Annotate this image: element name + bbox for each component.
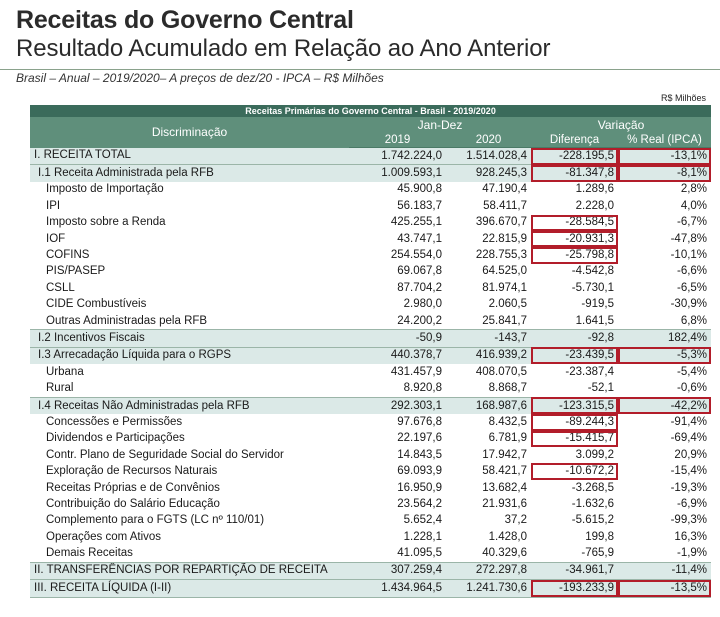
cell-diferenca: -23.439,5	[531, 347, 618, 364]
table-row	[30, 313, 711, 330]
cell-diferenca: -25.798,8	[531, 247, 618, 263]
cell-2020: 2.060,5	[488, 298, 527, 311]
cell-2020: 8.432,5	[488, 415, 527, 428]
cell-diferenca: -765,9	[581, 547, 614, 560]
cell-real: -91,4%	[670, 415, 708, 428]
row-label: Receitas Próprias e de Convênios	[46, 481, 220, 494]
cell-2020: 58.411,7	[483, 199, 527, 212]
table-row	[30, 231, 711, 247]
cell-diferenca: -919,5	[581, 298, 614, 311]
table-row	[30, 198, 711, 214]
row-label: I.3 Arrecadação Líquida para o RGPS	[30, 347, 349, 364]
cell-2020: 1.514.028,4	[446, 148, 531, 165]
table-row	[30, 247, 711, 263]
row-label: IPI	[46, 199, 61, 212]
cell-diferenca: -81.347,8	[531, 165, 618, 182]
cell-2020: 22.815,9	[482, 232, 527, 245]
row-label: Contr. Plano de Seguridade Social do Servidor	[46, 448, 284, 461]
col-2020: 2020	[446, 133, 531, 148]
table-banner: Receitas Primárias do Governo Central - Brasil - 2019/2020	[30, 105, 711, 117]
cell-diferenca: -20.931,3	[531, 231, 618, 247]
cell-2019: 1.228,1	[403, 530, 442, 543]
cell-2020: 928.245,3	[446, 165, 531, 182]
cell-diferenca: 199,8	[585, 530, 614, 543]
table-row	[30, 545, 711, 562]
cell-real: -6,6%	[676, 265, 708, 278]
cell-2020: 408.070,5	[475, 365, 527, 378]
row-label: Outras Administradas pela RFB	[46, 314, 208, 327]
cell-2020: 40.329,6	[482, 547, 527, 560]
page-subtitle: Resultado Acumulado em Relação ao Ano Anterior	[16, 35, 551, 62]
cell-2019: 97.676,8	[397, 415, 442, 428]
cell-real: -6,5%	[676, 281, 708, 294]
cell-diferenca: -228.195,5	[531, 148, 618, 165]
cell-real: -1,9%	[676, 547, 708, 560]
page-title: Receitas do Governo Central	[16, 6, 354, 34]
caption: Brasil – Anual – 2019/2020– A preços de dez/20 - IPCA – R$ Milhões	[16, 71, 384, 85]
col-diferenca: Diferença	[531, 133, 618, 148]
cell-2019: 24.200,2	[397, 314, 442, 327]
row-label: III. RECEITA LÍQUIDA (I-II)	[30, 580, 349, 597]
table-row	[30, 431, 711, 447]
row-label: Demais Receitas	[46, 547, 133, 560]
cell-real: 16,3%	[674, 530, 708, 543]
cell-real: -5,3%	[618, 347, 711, 364]
cell-diferenca: -34.961,7	[531, 562, 618, 579]
row-label: I. RECEITA TOTAL	[30, 148, 349, 165]
cell-diferenca: -10.672,2	[531, 463, 618, 479]
table-row	[30, 496, 711, 512]
cell-2020: 168.987,6	[446, 397, 531, 414]
cell-2019: 16.950,9	[397, 481, 442, 494]
cell-real: 20,9%	[674, 448, 708, 461]
cell-real: -0,6%	[676, 382, 708, 395]
table-row	[30, 280, 711, 296]
table-row	[30, 364, 711, 380]
cell-2019: 425.255,1	[390, 216, 442, 229]
row-label: I.2 Incentivos Fiscais	[30, 330, 349, 347]
table-row	[30, 480, 711, 496]
cell-real: -30,9%	[670, 298, 708, 311]
cell-2019: 69.093,9	[397, 465, 442, 478]
cell-real: -10,1%	[670, 249, 708, 262]
row-label: Concessões e Permissões	[46, 415, 183, 428]
col-period: Jan-Dez	[349, 117, 531, 133]
cell-real: 2,8%	[680, 183, 708, 196]
cell-2020: 1.428,0	[488, 530, 527, 543]
cell-2020: 81.974,1	[482, 281, 527, 294]
col-2019: 2019	[349, 133, 446, 148]
cell-real: -42,2%	[618, 397, 711, 414]
cell-diferenca: 1.289,6	[575, 183, 614, 196]
unit-label: R$ Milhões	[660, 93, 706, 103]
row-label: Imposto sobre a Renda	[46, 216, 166, 229]
table-row	[30, 330, 711, 347]
cell-2020: 396.670,7	[475, 216, 527, 229]
cell-diferenca: 3.099,2	[575, 448, 614, 461]
row-label: II. TRANSFERÊNCIAS POR REPARTIÇÃO DE RECEITA	[30, 562, 349, 579]
cell-2020: 8.868,7	[488, 382, 527, 395]
table-row	[30, 347, 711, 364]
cell-2019: 87.704,2	[397, 281, 442, 294]
table-row	[30, 148, 711, 165]
row-label: I.1 Receita Administrada pela RFB	[30, 165, 349, 182]
cell-real: -69,4%	[670, 432, 708, 445]
revenue-table	[30, 105, 711, 598]
cell-diferenca: -28.584,5	[531, 215, 618, 231]
cell-diferenca: -5.615,2	[571, 514, 614, 527]
cell-2020: 25.841,7	[482, 314, 527, 327]
cell-2020: 13.682,4	[482, 481, 527, 494]
cell-real: -11,4%	[618, 562, 711, 579]
cell-real: -13,1%	[618, 148, 711, 165]
row-label: Contribuição do Salário Educação	[46, 497, 220, 510]
row-label: PIS/PASEP	[46, 265, 106, 278]
cell-2019: 23.564,2	[397, 497, 442, 510]
cell-real: -6,9%	[676, 497, 708, 510]
cell-2019: 307.259,4	[349, 562, 446, 579]
cell-2020: 1.241.730,6	[446, 580, 531, 597]
table-row	[30, 414, 711, 430]
table-row	[30, 562, 711, 579]
cell-2020: 17.942,7	[482, 448, 527, 461]
cell-2019: 292.303,1	[349, 397, 446, 414]
cell-diferenca: -123.315,5	[531, 397, 618, 414]
cell-2020: 58.421,7	[482, 465, 527, 478]
cell-diferenca: -15.415,7	[531, 431, 618, 447]
table-row	[30, 264, 711, 280]
col-real: % Real (IPCA)	[618, 133, 711, 148]
table-row	[30, 513, 711, 529]
cell-2020: 228.755,3	[475, 249, 527, 262]
table-row	[30, 463, 711, 479]
cell-2020: -143,7	[446, 330, 531, 347]
cell-2020: 21.931,6	[482, 497, 527, 510]
row-label: Rural	[46, 382, 74, 395]
cell-real: -47,8%	[670, 232, 708, 245]
cell-diferenca: -92,8	[531, 330, 618, 347]
cell-2020: 47.190,4	[482, 183, 527, 196]
cell-real: -13,5%	[618, 580, 711, 597]
table-row	[30, 182, 711, 198]
cell-2019: 14.843,5	[397, 448, 442, 461]
cell-diferenca: 1.641,5	[575, 314, 614, 327]
cell-real: 6,8%	[680, 314, 708, 327]
cell-diferenca: -89.244,3	[531, 414, 618, 430]
cell-2019: 56.183,7	[397, 199, 442, 212]
cell-2019: 45.900,8	[397, 183, 442, 196]
cell-diferenca: -23.387,4	[565, 365, 614, 378]
cell-real: 4,0%	[680, 199, 708, 212]
cell-2019: 431.457,9	[390, 365, 442, 378]
table-row	[30, 297, 711, 313]
row-label: CSLL	[46, 281, 75, 294]
cell-diferenca: 2.228,0	[575, 199, 614, 212]
cell-diferenca: -52,1	[587, 382, 614, 395]
cell-2020: 64.525,0	[482, 265, 527, 278]
cell-2019: 5.652,4	[403, 514, 442, 527]
table-body	[30, 148, 711, 598]
row-label: IOF	[46, 232, 66, 245]
cell-2019: 254.554,0	[390, 249, 442, 262]
cell-2020: 272.297,8	[446, 562, 531, 579]
table-row	[30, 397, 711, 414]
cell-2019: -50,9	[349, 330, 446, 347]
cell-diferenca: -4.542,8	[571, 265, 614, 278]
cell-2020: 37,2	[504, 514, 527, 527]
cell-2019: 41.095,5	[397, 547, 442, 560]
cell-2019: 1.742.224,0	[349, 148, 446, 165]
divider	[0, 69, 720, 70]
cell-real: -19,3%	[670, 481, 708, 494]
row-label: CIDE Combustíveis	[46, 298, 147, 311]
table-row	[30, 165, 711, 182]
row-label: I.4 Receitas Não Administradas pela RFB	[30, 397, 349, 414]
cell-real: -6,7%	[676, 216, 708, 229]
cell-2019: 69.067,8	[397, 265, 442, 278]
cell-2019: 1.434.964,5	[349, 580, 446, 597]
row-label: Operações com Ativos	[46, 530, 162, 543]
cell-2020: 416.939,2	[446, 347, 531, 364]
cell-2019: 2.980,0	[403, 298, 442, 311]
row-label: COFINS	[46, 249, 90, 262]
table-row	[30, 529, 711, 545]
cell-real: -8,1%	[618, 165, 711, 182]
row-label: Dividendos e Participações	[46, 432, 185, 445]
row-label: Exploração de Recursos Naturais	[46, 465, 218, 478]
cell-real: -15,4%	[670, 465, 708, 478]
table-row	[30, 215, 711, 231]
cell-2019: 43.747,1	[397, 232, 442, 245]
cell-2020: 6.781,9	[488, 432, 527, 445]
cell-diferenca: -5.730,1	[571, 281, 614, 294]
cell-2019: 8.920,8	[403, 382, 442, 395]
cell-2019: 22.197,6	[397, 432, 442, 445]
row-label: Urbana	[46, 365, 84, 378]
cell-diferenca: -1.632,6	[571, 497, 614, 510]
row-label: Imposto de Importação	[46, 183, 164, 196]
cell-2019: 440.378,7	[349, 347, 446, 364]
cell-real: -5,4%	[676, 365, 708, 378]
table-row	[30, 580, 711, 597]
cell-2019: 1.009.593,1	[349, 165, 446, 182]
cell-real: 182,4%	[618, 330, 711, 347]
cell-diferenca: -193.233,9	[531, 580, 618, 597]
cell-real: -99,3%	[670, 514, 708, 527]
col-variacao: Variação	[531, 117, 711, 133]
col-discriminacao: Discriminação	[30, 117, 349, 148]
cell-diferenca: -3.268,5	[571, 481, 614, 494]
row-label: Complemento para o FGTS (LC nº 110/01)	[46, 514, 265, 527]
table-row	[30, 447, 711, 463]
table-row	[30, 380, 711, 397]
